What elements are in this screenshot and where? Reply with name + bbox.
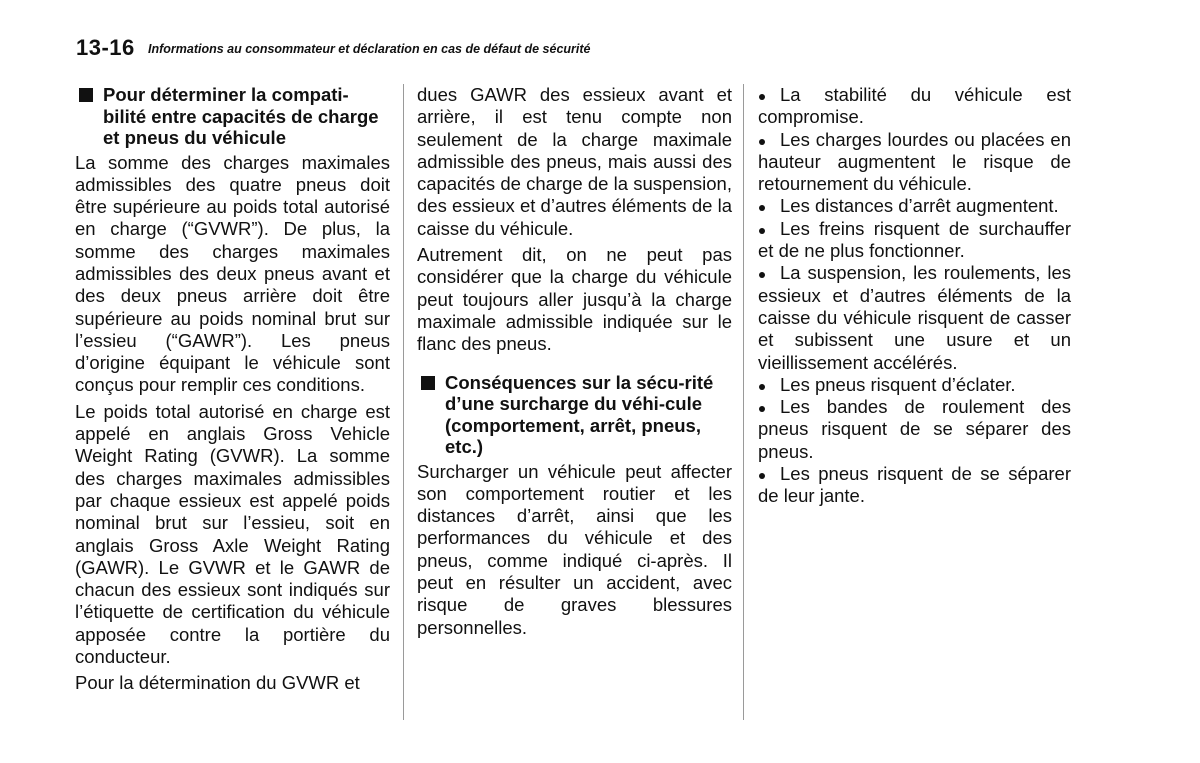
bullet-dot-icon bbox=[759, 94, 765, 100]
bullet-dot-icon bbox=[759, 139, 765, 145]
section-title: Informations au consommateur et déclaration en cas de défaut de sécurité bbox=[148, 42, 591, 56]
bullet-dot-icon bbox=[759, 205, 765, 211]
list-item: Les charges lourdes ou placées en hauteur augmentent le risque de retournement du véhicule. bbox=[758, 128, 1071, 195]
paragraph: dues GAWR des essieux avant et arrière, il est tenu compte non seulement de la charge maximale admissible des pneus, mais aussi des capacités de charge de la suspension, des essieux et d’autres éléments de la caisse du véhicule. bbox=[417, 84, 732, 239]
paragraph: Surcharger un véhicule peut affecter son comportement routier et les distances d’arrêt, ainsi que les performances du véhicule et des pneus, comme indiqué ci-après. Il peut en résulter un accident, avec risque de graves blessures personnelles. bbox=[417, 460, 732, 638]
bullet-dot-icon bbox=[759, 473, 765, 479]
list-item: Les bandes de roulement des pneus risquent de se séparer des pneus. bbox=[758, 396, 1071, 462]
section-heading bbox=[417, 372, 732, 458]
list-item: Les freins risquent de surchauffer et de ne plus fonctionner. bbox=[758, 217, 1071, 262]
column-divider bbox=[743, 84, 744, 720]
bullet-dot-icon bbox=[759, 406, 765, 412]
paragraph: Le poids total autorisé en charge est appelé en anglais Gross Vehicle Weight Rating (GVWR). La somme des charges maximales admissibles par chaque essieux est appelé poids nominal brut sur l’essieu, soit en anglais Gross Axle Weight Rating (GAWR). Le GVWR et le GAWR de chacun des essieux sont indiqués sur l’étiquette de certification du véhicule apposée contre la portière du conducteur. bbox=[75, 400, 390, 668]
column-divider bbox=[403, 84, 404, 720]
consequence-list bbox=[758, 84, 1071, 508]
bullet-dot-icon bbox=[759, 228, 765, 234]
page-header bbox=[76, 36, 1071, 60]
section-heading-text: Conséquences sur la sécu-rité d’une surcharge du véhi-cule (comportement, arrêt, pneus, etc.) bbox=[445, 371, 714, 458]
paragraph: La somme des charges maximales admissibles des quatre pneus doit être supérieure au poids total autorisé en charge (“GVWR”). De plus, la somme des charges maximales admissibles des deux pneus avant et des deux pneus arrière doit être supérieure au poids nominal brut sur l’essieu (“GAWR”). Les pneus d’origine équipant le véhicule sont conçus pour remplir ces conditions. bbox=[75, 151, 390, 396]
paragraph: Pour la détermination du GVWR et bbox=[75, 672, 360, 694]
page-number: 13-16 bbox=[76, 35, 135, 60]
paragraph: Autrement dit, on ne peut pas considérer que la charge du véhicule peut toujours aller jusqu’à la charge maximale admissible indiquée sur le flanc des pneus. bbox=[417, 244, 732, 355]
column-left bbox=[75, 84, 390, 699]
section-heading-text: Pour déterminer la compati-bilité entre capacités de charge et pneus du véhicule bbox=[103, 84, 379, 148]
bullet-dot-icon bbox=[759, 272, 765, 278]
square-bullet-icon bbox=[421, 376, 435, 390]
column-right bbox=[758, 84, 1071, 508]
bullet-dot-icon bbox=[759, 384, 765, 390]
list-item: La suspension, les roulements, les essieux et d’autres éléments de la caisse du véhicule risquent de casser et subissent une usure et un vieillissement accélérés. bbox=[758, 262, 1071, 373]
list-item: Les pneus risquent d’éclater. bbox=[758, 374, 1071, 396]
section-heading bbox=[75, 84, 390, 149]
list-item: Les distances d’arrêt augmentent. bbox=[758, 195, 1071, 217]
list-item: La stabilité du véhicule est compromise. bbox=[758, 84, 1071, 128]
column-middle bbox=[417, 84, 732, 643]
list-item: Les pneus risquent de se séparer de leur jante. bbox=[758, 463, 1071, 507]
square-bullet-icon bbox=[79, 88, 93, 102]
